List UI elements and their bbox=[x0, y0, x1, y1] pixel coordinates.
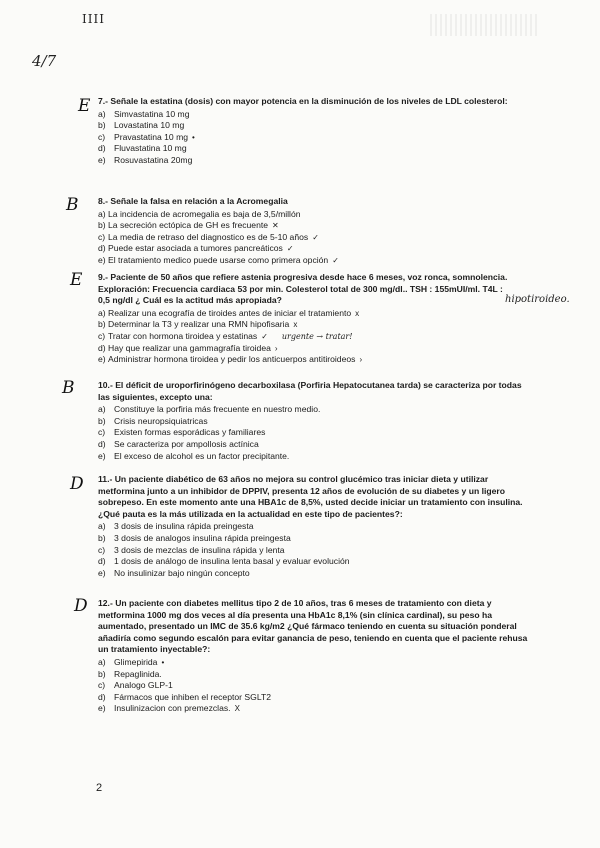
question-title: 9.- Paciente de 50 años que refiere astenia progresiva desde hace 6 meses, voz ronca, somnolencia. Exploración: Frecuencia cardiaca 53 por min. Colesterol total de 300 mg/dl.. TSH : 155mUI/ml. T4L : 0,5 ng/dl ¿ Cuál es la actitud más apropiada? bbox=[98, 272, 508, 306]
tally-marks: IIII bbox=[82, 12, 105, 26]
option: d) Fármacos que inhiben el receptor SGLT2 bbox=[98, 691, 271, 702]
option: d) Puede estar asociada a tumores pancreáticos ✓ bbox=[98, 243, 294, 254]
cross-mark: ✕ bbox=[272, 221, 279, 231]
question-title: 11.- Un paciente diabético de 63 años no mejora su control glucémico tras iniciar dieta y utilizar metformina junto a un inhibidor de DPPIV, presenta 12 años de evolución de su diabetes y un ligero sobrepeso. En este momento ante una HBA1c de 8,5%, usted decide iniciar un tratamiento con insulina. ¿Qué pauta es la más utilizada en la actualidad en este tipo de pacientes?: bbox=[98, 474, 523, 519]
option: a) Simvastatina 10 mg bbox=[98, 108, 190, 119]
option: c) La media de retraso del diagnostico es de 5-10 años ✓ bbox=[98, 231, 319, 242]
cross-mark: X bbox=[234, 704, 240, 714]
option: e) El exceso de alcohol es un factor precipitante. bbox=[98, 450, 290, 461]
option: b) Repaglinida. bbox=[98, 668, 162, 679]
check-mark: ✓ bbox=[332, 255, 339, 265]
option: d) Hay que realizar una gammagrafía tiroidea › bbox=[98, 342, 278, 353]
question-7 bbox=[98, 96, 528, 167]
option: a) La incidencia de acromegalia es baja de 3,5/millón bbox=[98, 208, 301, 219]
option: d) Se caracteriza por ampollosis actínica bbox=[98, 438, 259, 449]
option: b) 3 dosis de analogos insulina rápida preingesta bbox=[98, 532, 291, 543]
cross-mark: x bbox=[293, 320, 298, 330]
page-fraction: 4/7 bbox=[32, 52, 57, 70]
check-mark: ✓ bbox=[261, 331, 268, 341]
option: d) Fluvastatina 10 mg bbox=[98, 143, 187, 154]
question-9 bbox=[98, 272, 508, 366]
option: c) Tratar con hormona tiroidea y estatinas ✓ urgente → tratar! bbox=[98, 330, 353, 341]
answer-letter: E bbox=[70, 270, 83, 290]
question-8 bbox=[98, 196, 528, 267]
answer-letter: E bbox=[78, 96, 91, 116]
option: e) No insulinizar bajo ningún concepto bbox=[98, 567, 250, 578]
option: d) 1 dosis de análogo de insulina lenta basal y evaluar evolución bbox=[98, 556, 350, 567]
arrow-mark: › bbox=[359, 355, 363, 365]
question-title: 10.- El déficit de uroporfirinógeno decarboxilasa (Porfiria Hepatocutanea tarda) se caracteriza por todas las siguientes, excepto una: bbox=[98, 380, 522, 402]
answer-letter: D bbox=[74, 596, 88, 616]
page-number: 2 bbox=[96, 782, 103, 794]
handwritten-note: hipotiroideo. bbox=[505, 294, 570, 305]
question-title: 7.- Señale la estatina (dosis) con mayor potencia en la disminución de los niveles de LDL colesterol: bbox=[98, 96, 508, 106]
option: e) Insulinizacion con premezclas. X bbox=[98, 703, 240, 714]
option: a) 3 dosis de insulina rápida preingesta bbox=[98, 521, 254, 532]
dot-mark: • bbox=[161, 657, 165, 667]
option: c) Existen formas esporádicas y familiares bbox=[98, 427, 266, 438]
option: b) Lovastatina 10 mg bbox=[98, 120, 185, 131]
answer-letter: B bbox=[66, 195, 79, 215]
cross-mark: x bbox=[355, 308, 360, 318]
option: b) Determinar la T3 y realizar una RMN hipofisaria x bbox=[98, 319, 298, 330]
answer-letter: D bbox=[70, 474, 84, 494]
dot-mark: • bbox=[192, 132, 195, 142]
arrow-mark: › bbox=[274, 343, 278, 353]
option: a) Realizar una ecografía de tiroides antes de iniciar el tratamiento x bbox=[98, 307, 360, 318]
question-12 bbox=[98, 598, 528, 715]
scan-noise bbox=[430, 14, 540, 36]
option: c) Analogo GLP-1 bbox=[98, 680, 173, 691]
option: e) Administrar hormona tiroidea y pedir los anticuerpos antitiroideos › bbox=[98, 354, 363, 365]
option: b) Crisis neuropsiquiatricas bbox=[98, 415, 208, 426]
option: c) Pravastatina 10 mg • bbox=[98, 131, 195, 142]
answer-letter: B bbox=[62, 378, 75, 398]
check-mark: ✓ bbox=[286, 244, 294, 254]
option: a) Constituye la porfiria más frecuente en nuestro medio. bbox=[98, 404, 321, 415]
option: b) La secreción ectópica de GH es frecuente ✕ bbox=[98, 220, 279, 231]
question-title: 8.- Señale la falsa en relación a la Acromegalia bbox=[98, 196, 288, 206]
question-title: 12.- Un paciente con diabetes mellitus tipo 2 de 10 años, tras 6 meses de tratamiento con dieta y metformina 1000 mg dos veces al día presenta una HbA1c 8,1% (sin clínica cardinal), su peso ha aumentado, presentado un IMC de 35.6 kg/m2 ¿Qué fármaco teniendo en cuenta su situación ponderal añadiría como segundo escalón para evitar ganancia de peso, teniendo en cuenta que el paciente rehusa un tratamiento inyectable?: bbox=[98, 598, 528, 655]
option: e) Rosuvastatina 20mg bbox=[98, 154, 193, 165]
option: c) 3 dosis de mezclas de insulina rápida y lenta bbox=[98, 544, 285, 555]
check-mark: ✓ bbox=[312, 232, 319, 242]
handwritten-note: urgente → tratar! bbox=[281, 331, 353, 341]
question-11 bbox=[98, 474, 528, 579]
question-10 bbox=[98, 380, 528, 462]
option: e) El tratamiento medico puede usarse como primera opción ✓ bbox=[98, 254, 339, 265]
option: a) Glimepirida • bbox=[98, 656, 165, 667]
